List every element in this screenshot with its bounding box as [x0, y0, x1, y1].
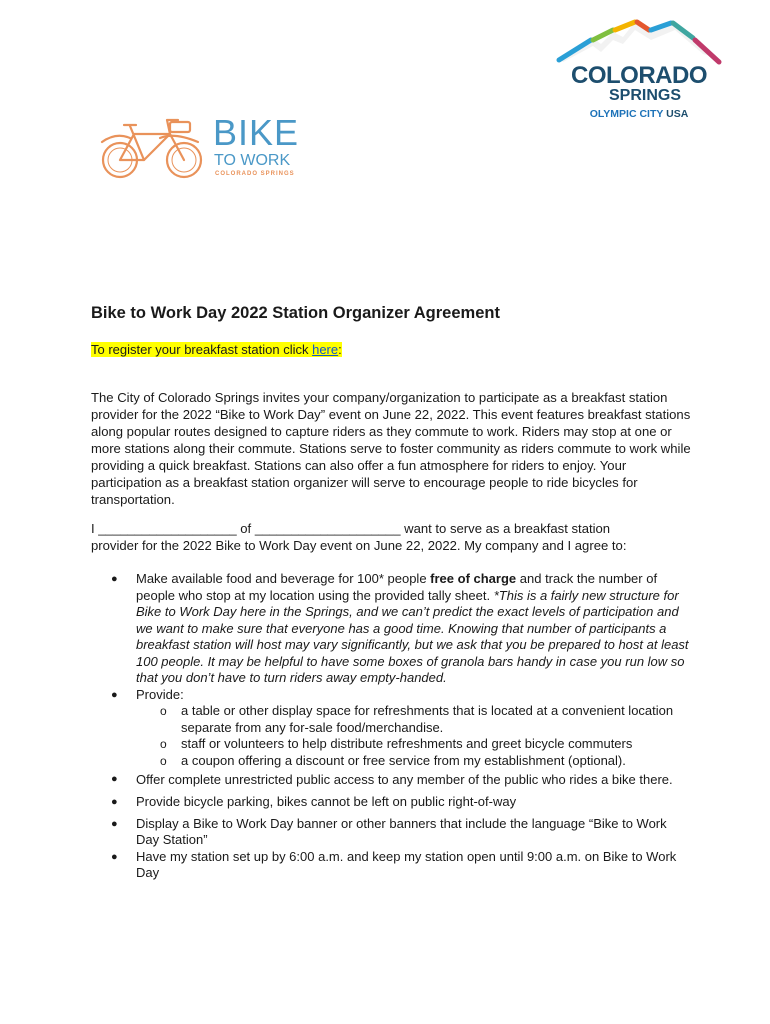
- document-title: Bike to Work Day 2022 Station Organizer Agreement: [91, 304, 500, 322]
- bullet-icon: ●: [111, 850, 118, 863]
- bullet-icon: ●: [111, 573, 118, 585]
- free-of-charge-text: free of charge: [430, 571, 517, 586]
- bike-to-work-logo: [100, 108, 310, 188]
- access-text: Offer complete unrestricted public access to any member of the public who rides a bike there.: [136, 772, 673, 787]
- register-highlight: [91, 342, 342, 357]
- register-here-link[interactable]: here: [312, 342, 339, 357]
- register-line: [91, 341, 342, 358]
- provide-text: Provide:: [136, 686, 184, 702]
- sublist-item: [160, 753, 715, 770]
- food-text: Make available food and beverage for 100* people: [136, 571, 431, 586]
- bullet-icon: ●: [111, 817, 118, 830]
- logo-colorado-springs-subtext: COLORADO SPRINGS: [215, 171, 295, 177]
- provide-sublist: [136, 703, 691, 769]
- logo-tagline-usa: USA: [666, 108, 689, 120]
- logo-colorado-text: COLORADO: [571, 62, 707, 89]
- logo-springs-text: SPRINGS: [608, 87, 681, 104]
- hollow-bullet-icon: o: [160, 704, 167, 718]
- banner-text: Display a Bike to Work Day banner or other banners that include the language “Bike to Work Day Station”: [136, 815, 667, 847]
- hollow-bullet-icon: o: [160, 753, 167, 768]
- sublist-item-text: staff or volunteers to help distribute refreshments and greet bicycle commuters: [181, 736, 633, 751]
- colorado-springs-logo: [553, 18, 725, 122]
- sublist-item-text: a table or other display space for refreshments that is located at a convenient location separate from any for-sale food/merchandise.: [181, 703, 674, 735]
- list-item-access: [111, 770, 691, 789]
- list-item-hours: [111, 849, 691, 882]
- logo-tagline: [553, 108, 725, 120]
- register-colon: :: [338, 342, 342, 357]
- sublist-item-text: a coupon offering a discount or free service from my establishment (optional).: [181, 752, 626, 768]
- logo-tagline-prefix: OLYMPIC CITY: [589, 108, 667, 120]
- list-item-provide: [111, 687, 691, 770]
- pledge-line-1: I ___________________ of ____________________ want to serve as a breakfast station: [91, 521, 611, 536]
- sublist-item: [160, 736, 715, 753]
- hours-text: Have my station set up by 6:00 a.m. and keep my station open until 9:00 a.m. on Bike to Work Day: [136, 848, 677, 880]
- list-item-parking: [111, 794, 691, 811]
- bullet-icon: ●: [111, 773, 118, 785]
- list-item-food: [111, 571, 691, 687]
- bullet-icon: ●: [111, 688, 118, 701]
- logo-bike-text: BIKE: [213, 112, 300, 153]
- parking-text: Provide bicycle parking, bikes cannot be left on public right-of-way: [136, 794, 517, 809]
- bullet-icon: ●: [111, 796, 118, 808]
- bicycle-icon: [100, 108, 210, 188]
- intro-paragraph: The City of Colorado Springs invites your company/organization to participate as a breakfast station provider for the 2022 “Bike to Work Day” event on June 22, 2022. This event features breakfast stations along popular routes designed to capture riders as they commute to work. Riders may stop at one or more stations along their commute. Stations serve to foster community as riders commute to work while providing a quick breakfast. Stations can also offer a fun atmosphere for riders to enjoy. Your participation as a breakfast station organizer will serve to encourage people to ride bicycles for transportation.: [91, 390, 691, 507]
- logo-to-work-text: TO WORK: [214, 152, 291, 169]
- mountain-icon: [553, 18, 725, 68]
- participation-note: *This is a fairly new structure for Bike to Work Day here in the Springs, and we can’t predict the exact levels of participation and we want to make sure that everyone has a good time. Knowing that number of participants a breakfast station will host may vary significantly, but we ask that you be prepared to host at least 100 people. It may be helpful to have some boxes of granola bars handy in case you run low so that you don’t have to turn riders away empty-handed.: [136, 587, 689, 685]
- pledge-line-2: provider for the 2022 Bike to Work Day event on June 22, 2022. My company and I agree to:: [91, 538, 627, 553]
- pledge-paragraph: [91, 520, 701, 554]
- register-text: To register your breakfast station click: [91, 342, 313, 357]
- sublist-item: [160, 703, 715, 736]
- hollow-bullet-icon: o: [160, 737, 167, 751]
- list-item-banner: [111, 816, 691, 849]
- food-text-continued: and track the number of people who stop at my location using the provided tally sheet.: [136, 571, 658, 603]
- agreement-list: [111, 571, 691, 882]
